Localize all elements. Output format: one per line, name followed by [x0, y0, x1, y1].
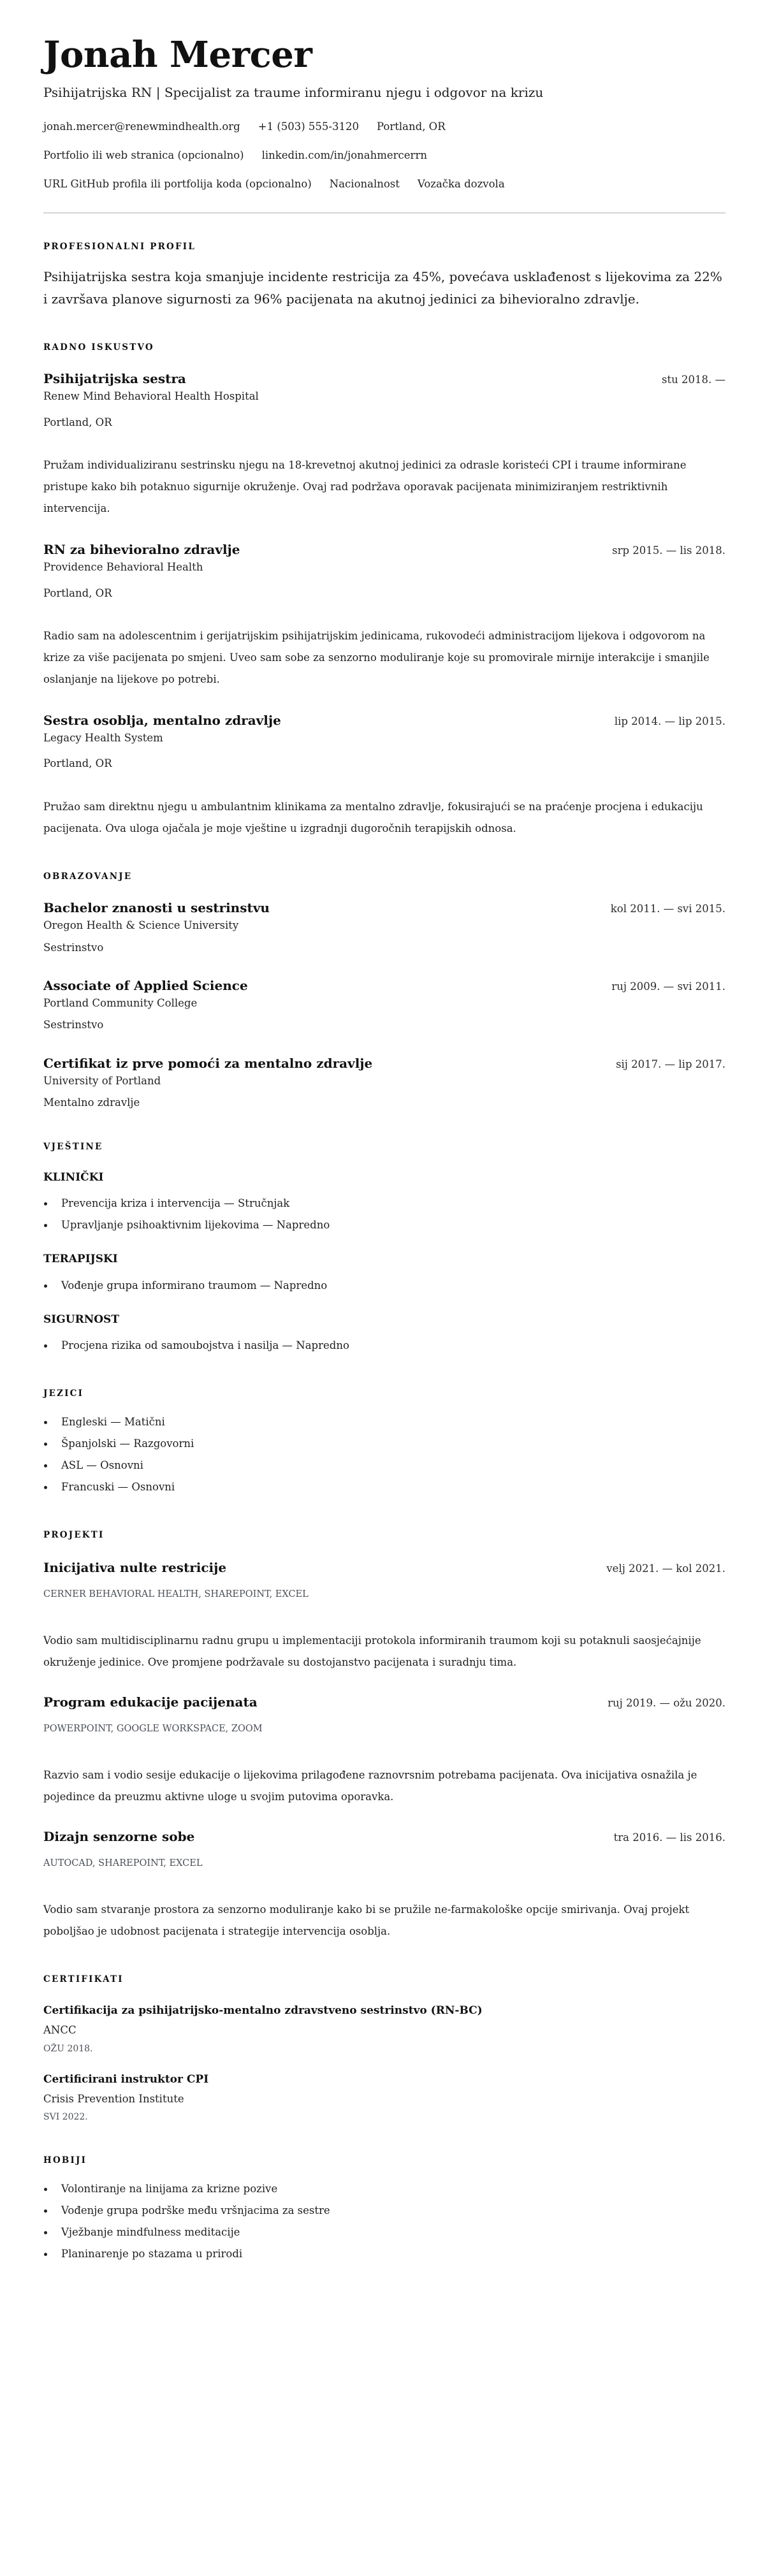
- study-field: Mentalno zdravlje: [43, 1096, 140, 1109]
- section-title: HOBIJI: [43, 2155, 87, 2165]
- language-item: ASL — Osnovni: [43, 1455, 725, 1476]
- section-education: [43, 871, 725, 1110]
- certification-name: Certifikacija za psihijatrijsko-mentalno zdravstveno sestrinstvo (RN-BC): [43, 2004, 483, 2018]
- certification-item: [43, 2004, 725, 2055]
- skill-list: [43, 1335, 725, 1357]
- project-tech: CERNER BEHAVIORAL HEALTH, SHAREPOINT, EXCEL: [43, 1589, 309, 1600]
- certification-name: Certificirani instruktor CPI: [43, 2072, 209, 2086]
- certification-date: OŽU 2018.: [43, 2043, 93, 2054]
- header-divider: [43, 212, 725, 214]
- skill-group-title: TERAPIJSKI: [43, 1253, 118, 1266]
- project-name: Program edukacije pacijenata: [43, 1694, 258, 1710]
- skill-item: Prevencija kriza i intervencija — Stručnjak: [43, 1193, 725, 1214]
- project-description: Razvio sam i vodio sesije edukacije o lijekovima prilagođene raznovrsnim potrebama pacijenata. Ova inicijativa osnažila je pojedince da preuzmu aktivne uloge u svojim putovima oporavka.: [43, 1769, 697, 1803]
- section-title: VJEŠTINE: [43, 1141, 103, 1152]
- skill-list: [43, 1193, 725, 1236]
- hobby-list: [43, 2178, 725, 2265]
- job-company: Renew Mind Behavioral Health Hospital: [43, 390, 259, 403]
- section-projects: [43, 1530, 725, 1942]
- experience-item: [43, 541, 725, 690]
- skill-list: [43, 1275, 725, 1297]
- job-location: Portland, OR: [43, 416, 112, 428]
- project-tech: AUTOCAD, SHAREPOINT, EXCEL: [43, 1858, 203, 1869]
- project-item: [43, 1694, 725, 1808]
- contact-nationality: Nacionalnost: [329, 178, 400, 191]
- school-name: University of Portland: [43, 1074, 161, 1087]
- skill-group-title: SIGURNOST: [43, 1313, 119, 1326]
- section-summary: [43, 242, 725, 310]
- summary-text: Psihijatrijska sestra koja smanjuje incidente restricija za 45%, povećava usklađenost s lijekovima za 22% i završava planove sigurnosti za 96% pacijenata na akutnoj jedinici za bihevioralno zdravlje.: [43, 269, 722, 307]
- section-skills: [43, 1142, 725, 1357]
- contact-github[interactable]: URL GitHub profila ili portfolija koda (opcionalno): [43, 178, 312, 191]
- job-description: Pružam individualiziranu sestrinsku njegu na 18-krevetnoj akutnoj jedinici za odrasle koristeći CPI i traume informirane pristupe kako bih potaknuo sigurnije okruženje. Ovaj rad podržava oporavak pacijenata minimiziranjem restriktivnih intervencija.: [43, 459, 687, 515]
- job-location: Portland, OR: [43, 757, 112, 770]
- experience-item: [43, 370, 725, 520]
- resume-header: [43, 36, 725, 191]
- job-title: Sestra osoblja, mentalno zdravlje: [43, 713, 281, 729]
- contact-drivers-license: Vozačka dozvola: [417, 178, 505, 191]
- certification-issuer: ANCC: [43, 2024, 76, 2037]
- hobby-item: Vođenje grupa podrške među vršnjacima za sestre: [43, 2200, 725, 2222]
- degree-title: Associate of Applied Science: [43, 977, 248, 993]
- skill-item: Vođenje grupa informirano traumom — Napredno: [43, 1275, 725, 1297]
- section-languages: [43, 1388, 725, 1498]
- hobby-item: Volontiranje na linijama za krizne pozive: [43, 2178, 725, 2200]
- school-name: Portland Community College: [43, 996, 198, 1009]
- language-list: [43, 1411, 725, 1498]
- degree-title: Bachelor znanosti u sestrinstvu: [43, 900, 270, 916]
- skill-item: Procjena rizika od samoubojstva i nasilja — Napredno: [43, 1335, 725, 1357]
- degree-date: sij 2017. — lip 2017.: [616, 1058, 725, 1070]
- hobby-item: Vježbanje mindfulness meditacije: [43, 2222, 725, 2243]
- project-date: ruj 2019. — ožu 2020.: [608, 1697, 725, 1710]
- candidate-name: Jonah Mercer: [43, 34, 312, 76]
- section-title: CERTIFIKATI: [43, 1974, 124, 1984]
- school-name: Oregon Health & Science University: [43, 919, 239, 932]
- project-name: Inicijativa nulte restricije: [43, 1560, 227, 1576]
- project-description: Vodio sam multidisciplinarnu radnu grupu u implementaciji protokola informiranih traumom koji su potaknuli saosjećajnije okruženje jedinice. Ove promjene podržavale su dostojanstvo pacijenata i suradnju tima.: [43, 1634, 701, 1669]
- experience-item: [43, 712, 725, 840]
- job-date: stu 2018. —: [662, 374, 725, 386]
- job-date: lip 2014. — lip 2015.: [614, 715, 725, 728]
- contact-email[interactable]: jonah.mercer@renewmindhealth.org: [43, 120, 240, 133]
- project-description: Vodio sam stvaranje prostora za senzorno moduliranje kako bi se pružile ne-farmakološke opcije smirivanja. Ovaj projekt poboljšao je udobnost pacijenata i strategije intervencija osoblja.: [43, 1903, 690, 1937]
- certification-issuer: Crisis Prevention Institute: [43, 2092, 184, 2105]
- skill-group-title: KLINIČKI: [43, 1170, 104, 1184]
- section-experience: [43, 342, 725, 840]
- study-field: Sestrinstvo: [43, 1019, 104, 1031]
- degree-title: Certifikat iz prve pomoći za mentalno zdravlje: [43, 1055, 373, 1071]
- project-item: [43, 1559, 725, 1673]
- section-title: OBRAZOVANJE: [43, 871, 133, 882]
- language-item: Španjolski — Razgovorni: [43, 1433, 725, 1455]
- candidate-headline: Psihijatrijska RN | Specijalist za traume informiranu njegu i odgovor na krizu: [43, 84, 544, 100]
- language-item: Francuski — Osnovni: [43, 1476, 725, 1498]
- certification-date: SVI 2022.: [43, 2112, 88, 2123]
- job-location: Portland, OR: [43, 586, 112, 599]
- degree-date: kol 2011. — svi 2015.: [610, 903, 725, 915]
- section-certifications: [43, 1974, 725, 2123]
- skill-item: Upravljanje psihoaktivnim lijekovima — Napredno: [43, 1214, 725, 1236]
- section-hobbies: [43, 2155, 725, 2265]
- project-item: [43, 1828, 725, 1942]
- section-title: PROFESIONALNI PROFIL: [43, 241, 196, 252]
- degree-date: ruj 2009. — svi 2011.: [611, 980, 725, 993]
- certification-item: [43, 2072, 725, 2123]
- project-date: tra 2016. — lis 2016.: [613, 1831, 725, 1844]
- project-tech: POWERPOINT, GOOGLE WORKSPACE, ZOOM: [43, 1724, 263, 1735]
- contact-location: Portland, OR: [377, 120, 446, 133]
- section-title: JEZICI: [43, 1388, 84, 1399]
- contact-portfolio[interactable]: Portfolio ili web stranica (opcionalno): [43, 149, 244, 162]
- job-company: Legacy Health System: [43, 732, 163, 745]
- language-item: Engleski — Matični: [43, 1411, 725, 1433]
- job-date: srp 2015. — lis 2018.: [612, 544, 725, 557]
- job-company: Providence Behavioral Health: [43, 561, 203, 574]
- education-item: [43, 899, 725, 954]
- study-field: Sestrinstvo: [43, 941, 104, 954]
- contact-row-primary: [43, 120, 725, 133]
- hobby-item: Planinarenje po stazama u prirodi: [43, 2243, 725, 2265]
- contact-phone[interactable]: +1 (503) 555-3120: [258, 120, 359, 133]
- job-description: Radio sam na adolescentnim i gerijatrijskim psihijatrijskim jedinicama, rukovodeći administracijom lijekova i odgovorom na krize za više pacijenata po smjeni. Uveo sam sobe za senzorno moduliranje koje su promovirale mirnije interakcije i smanjile oslanjanje na lijekove po potrebi.: [43, 630, 710, 686]
- job-title: RN za bihevioralno zdravlje: [43, 542, 240, 558]
- job-description: Pružao sam direktnu njegu u ambulantnim klinikama za mentalno zdravlje, fokusirajući se na praćenje procjena i edukaciju pacijenata. Ova uloga ojačala je moje vještine u izgradnji dugoročnih terapijskih odnosa.: [43, 800, 703, 834]
- education-item: [43, 1055, 725, 1110]
- section-title: PROJEKTI: [43, 1530, 105, 1541]
- contact-linkedin[interactable]: linkedin.com/in/jonahmercerrn: [261, 149, 427, 162]
- education-item: [43, 977, 725, 1032]
- section-title: RADNO ISKUSTVO: [43, 342, 154, 353]
- contact-row-extra: [43, 177, 725, 191]
- project-date: velj 2021. — kol 2021.: [606, 1562, 725, 1575]
- job-title: Psihijatrijska sestra: [43, 371, 186, 387]
- contact-row-links: [43, 149, 725, 162]
- project-name: Dizajn senzorne sobe: [43, 1829, 195, 1845]
